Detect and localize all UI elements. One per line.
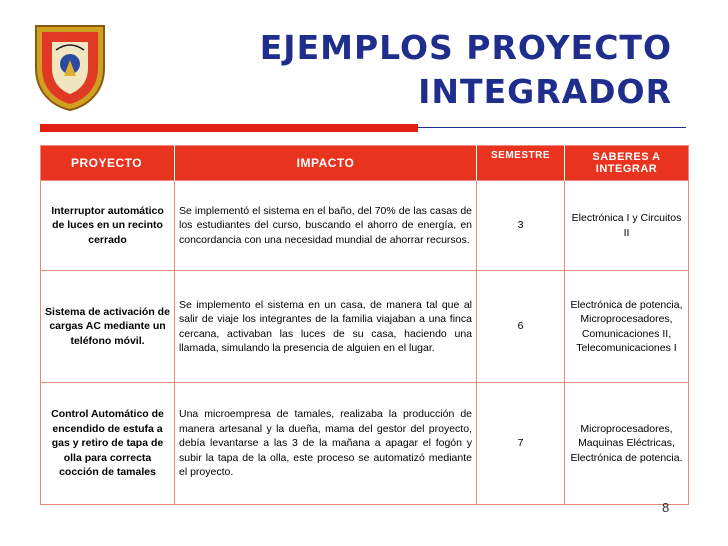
- project-name-cell: Interruptor automático de luces en un recinto cerrado: [41, 181, 175, 271]
- table-row: [41, 181, 689, 271]
- page-number: 8: [662, 500, 670, 515]
- knowledge-cell: Electrónica de potencia, Microprocesadores, Comunicaciones II, Telecomunicaciones I: [565, 271, 689, 383]
- impact-cell: Una microempresa de tamales, realizaba la producción de manera artesanal y la dueña, mama del gestor del proyecto, debía levantarse a las 3 de la mañana a apagar el fogón y subir la tapa de la olla, este proceso se automatizó mediante el proyecto.: [175, 383, 477, 505]
- header-saberes: SABERES A INTEGRAR: [565, 146, 689, 181]
- table-header-row: [41, 146, 689, 181]
- header-semestre: SEMESTRE: [477, 146, 565, 181]
- table-row: [41, 383, 689, 505]
- semester-cell: 6: [477, 271, 565, 383]
- title-underline: [418, 127, 686, 128]
- table-row: [41, 271, 689, 383]
- semester-cell: 7: [477, 383, 565, 505]
- project-name-cell: Sistema de activación de cargas AC mediante un teléfono móvil.: [41, 271, 175, 383]
- title-line-1: EJEMPLOS PROYECTO: [259, 28, 672, 67]
- title-accent-bar: [40, 124, 418, 132]
- projects-table: [40, 145, 689, 505]
- impact-cell: Se implemento el sistema en un casa, de manera tal que al salir de viaje los integrantes de la familia viajaban a una finca cercana, activaban las luces de su casa, haciendo una llamada, simulando la presencia de alguien en el lugar.: [175, 271, 477, 383]
- knowledge-cell: Microprocesadores, Maquinas Eléctricas, Electrónica de potencia.: [565, 383, 689, 505]
- impact-cell: Se implementó el sistema en el baño, del 70% de las casas de los estudiantes del curso, buscando el ahorro de energía, en concordancia con una necesidad mundial de ahorrar recursos.: [175, 181, 477, 271]
- project-name-cell: Control Automático de encendido de estufa a gas y retiro de tapa de olla para correcta cocción de tamales: [41, 383, 175, 505]
- header-proyecto: PROYECTO: [41, 146, 175, 181]
- semester-cell: 3: [477, 181, 565, 271]
- knowledge-cell: Electrónica I y Circuitos II: [565, 181, 689, 271]
- title-line-2: INTEGRADOR: [418, 72, 672, 111]
- slide-title: [152, 26, 672, 114]
- university-logo: [30, 20, 110, 112]
- header-impacto: IMPACTO: [175, 146, 477, 181]
